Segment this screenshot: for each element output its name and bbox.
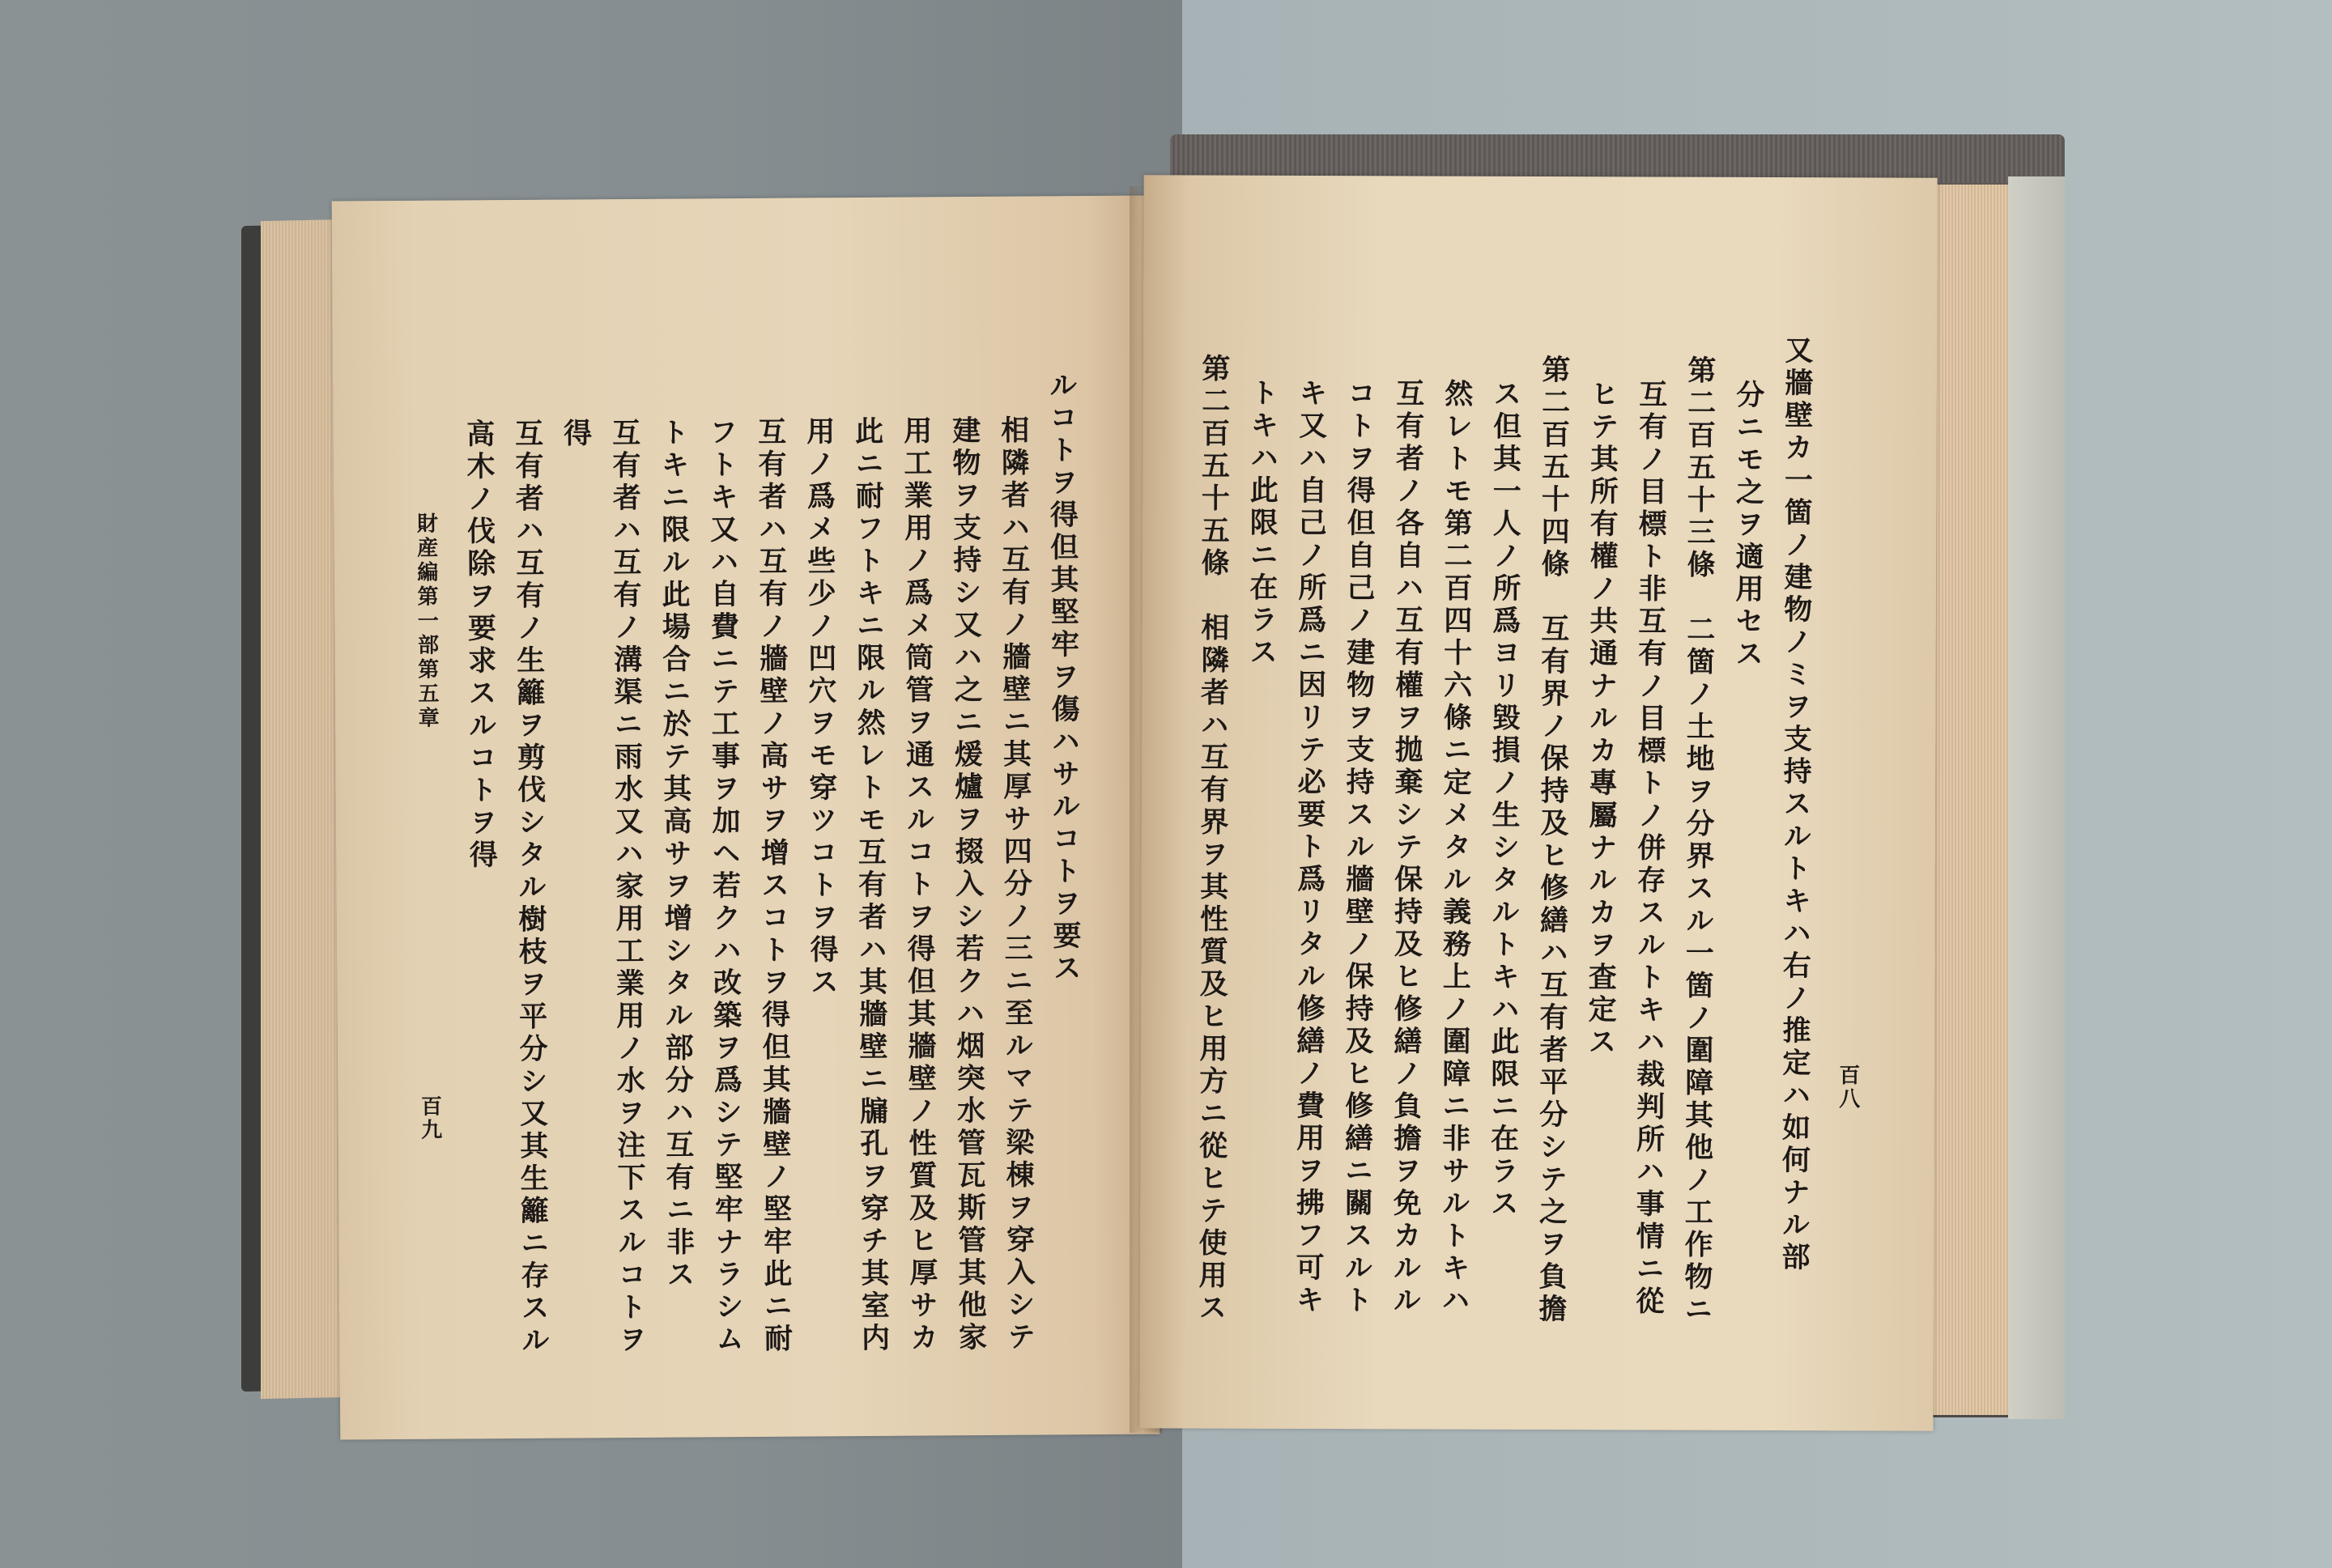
right-line-5: ヒテ其所有權ノ共通ナルカ專屬ナルカヲ査定ス	[1583, 379, 1619, 1060]
left-line-2: 相隣者ハ互有ノ牆壁ニ其厚サ四分ノ三ニ至ルマテ梁棟ヲ穿入シテ	[996, 414, 1036, 1354]
left-footer: 財産編第一部第五章	[413, 512, 440, 731]
right-line-11: キ又ハ自己ノ所爲ニ因リテ必要ト爲リタル修繕ノ費用ヲ拂フ可キ	[1291, 377, 1328, 1318]
left-line-7: 互有者ハ互有ノ牆壁ノ高サヲ增スコトヲ得但其牆壁ノ堅牢此ニ耐	[753, 416, 794, 1356]
right-line-10: コトヲ得但自己ノ建物ヲ支持スル牆壁ノ保持及ヒ修繕ニ關スルト	[1339, 378, 1377, 1318]
right-line-2: 分ニモ之ヲ適用セス	[1730, 379, 1765, 671]
left-line-5: 此ニ耐フトキニ限ル然レトモ互有者ハ其牆壁ニ牖孔ヲ穿チ其室内	[850, 415, 891, 1356]
right-line-7: ス但其一人ノ所爲ヨリ毀損ノ生シタルトキハ此限ニ在ラス	[1486, 378, 1522, 1221]
right-line-6: 第二百五十四條 互有界ノ保持及ヒ修繕ハ互有者平分シテ之ヲ負擔	[1534, 354, 1571, 1327]
left-line-13: 高木ノ伐除ヲ要求スルコトヲ得	[462, 419, 499, 873]
right-line-8: 然レトモ第二百四十六條ニ定メタル義務上ノ圍障ニ非サルトキハ	[1436, 378, 1474, 1318]
left-line-4: 用工業用ノ爲メ筒管ヲ通スルコトヲ得但其牆壁ノ性質及ヒ厚サカ	[899, 415, 939, 1355]
left-line-1: ルコトヲ得但其堅牢ヲ傷ハサルコトヲ要ス	[1045, 370, 1083, 986]
page-block-right	[2008, 176, 2065, 1419]
left-page	[332, 195, 1160, 1439]
right-line-13: 第二百五十五條 相隣者ハ互有界ヲ其性質及ヒ用方ニ從ヒテ使用ス	[1194, 353, 1231, 1325]
left-page-number: 百九	[417, 1094, 442, 1142]
left-line-3: 建物ヲ支持シ又ハ之ニ煖爐ヲ掇入シ若クハ烟突水管瓦斯管其他家	[947, 414, 988, 1355]
right-page	[1139, 175, 1937, 1430]
left-line-8: フトキ又ハ自費ニテ工事ヲ加ヘ若クハ改築ヲ爲シテ堅牢ナラシム	[704, 417, 745, 1357]
right-line-4: 互有ノ目標ト非互有ノ目標トノ併存スルトキハ裁判所ハ事情ニ從	[1631, 379, 1668, 1319]
right-page-number: 百八	[1835, 1064, 1860, 1111]
right-line-9: 互有者ノ各自ハ互有權ヲ拋棄シテ保持及ヒ修繕ノ負擔ヲ免カルル	[1388, 378, 1425, 1318]
left-line-6: 用ノ爲メ些少ノ凹穴ヲモ穿ツコトヲ得ス	[802, 416, 840, 1000]
left-line-9: トキニ限ル此場合ニ於テ其高サヲ增シタル部分ハ互有ニ非ス	[656, 417, 696, 1292]
left-line-10: 互有者ハ互有ノ溝渠ニ雨水又ハ家用工業用ノ水ヲ注下スルコトヲ	[607, 417, 648, 1358]
right-line-3: 第二百五十三條 二箇ノ土地ヲ分界スル一箇ノ圍障其他ノ工作物ニ	[1679, 355, 1717, 1327]
right-line-1: 又牆壁カ一箇ノ建物ノミヲ支持スルトキハ右ノ推定ハ如何ナル部	[1777, 335, 1815, 1275]
left-line-12: 互有者ハ互有ノ生籬ヲ剪伐シタル樹枝ヲ平分シ又其生籬ニ存スル	[510, 418, 551, 1358]
right-line-12: トキハ此限ニ在ラス	[1245, 377, 1279, 669]
left-line-11: 得	[559, 418, 593, 451]
